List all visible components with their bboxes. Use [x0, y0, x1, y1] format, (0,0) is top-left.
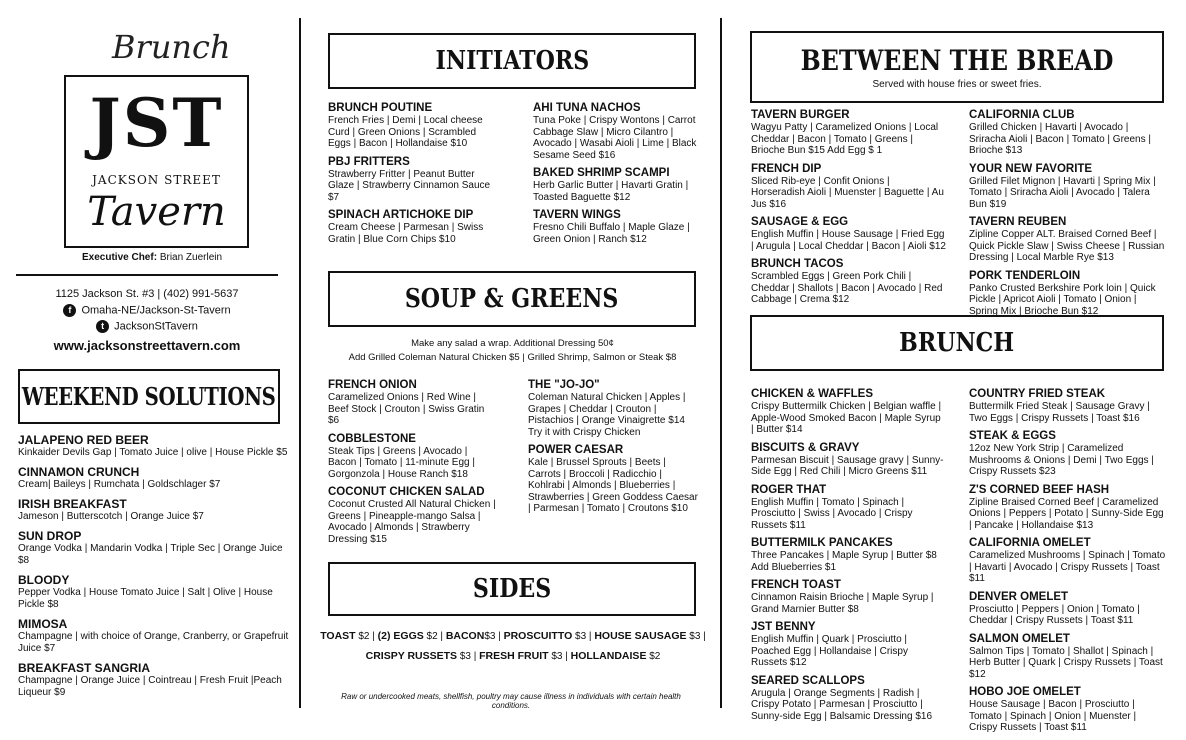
drink-name: SUN DROP	[18, 529, 82, 543]
item-name: PBJ FRITTERS	[328, 155, 410, 168]
item-desc: Coconut Crusted All Natural Chicken | Greens | Pineapple-mango Salsa | Avocado | Almonds | Strawberry Dressing $15	[328, 499, 496, 545]
initiators-header	[328, 33, 696, 89]
item-name: CALIFORNIA CLUB	[969, 109, 1075, 121]
item-name: Z'S CORNED BEEF HASH	[969, 483, 1110, 496]
menu-item	[533, 167, 698, 203]
item-name: BUTTERMILK PANCAKES	[751, 537, 893, 549]
menu-item	[328, 209, 498, 245]
menu-item	[969, 430, 1167, 478]
drink-desc: Jameson | Butterscotch | Orange Juice $7	[18, 511, 204, 522]
item-name: STEAK & EGGS	[969, 430, 1056, 442]
address: 1125 Jackson St. #3 | (402) 991-5637	[55, 288, 239, 300]
item-desc: Panko Crusted Berkshire Pork loin | Quick Pickle | Apricot Aioli | Tomato | Onion | Spring Mix | Brioche Bun $12	[969, 282, 1156, 317]
drink-desc: Cream| Baileys | Rumchata | Goldschlager $7	[18, 479, 221, 490]
menu-item	[328, 102, 498, 150]
side-price: $3	[551, 651, 563, 662]
side-name: TOAST	[320, 630, 356, 642]
chef-name: Brian Zuerlein	[159, 252, 223, 263]
bread-left-list	[751, 109, 946, 312]
item-name: BAKED SHRIMP SCAMPI	[533, 167, 670, 179]
menu-item	[751, 109, 946, 157]
item-name: BRUNCH POUTINE	[328, 102, 433, 114]
item-desc: Steak Tips | Greens | Avocado | Bacon | Tomato | 11-minute Egg | Gorgonzola | House Ranch $18	[328, 445, 475, 480]
item-name: CHICKEN & WAFFLES	[751, 388, 874, 400]
side-name: BACON	[445, 630, 485, 642]
menu-item	[969, 163, 1167, 211]
logo-subtitle: JACKSON STREET	[92, 173, 221, 187]
menu-item	[751, 621, 946, 669]
menu-item	[528, 379, 700, 438]
jst-logo	[64, 75, 249, 248]
left-column	[16, 0, 289, 720]
brunch-right-list	[969, 388, 1167, 740]
item-name: TAVERN BURGER	[751, 109, 850, 121]
item-desc: English Muffin | Quark | Prosciutto | Poached Egg | Hollandaise | Crispy Russets $12	[751, 634, 908, 668]
item-desc: Fresno Chili Buffalo | Maple Glaze | Green Onion | Ranch $12	[533, 222, 690, 245]
bread-right-list	[969, 109, 1167, 323]
item-desc: Sliced Rib-eye | Confit Onions | Horseradish Aioli | Muenster | Baguette | Au Jus $16	[751, 175, 944, 210]
item-desc: Arugula | Orange Segments | Radish | Crispy Potato | Parmesan | Prosciutto | Sunny-side Egg | Balsamic Dressing $16	[751, 687, 933, 722]
item-desc: Three Pancakes | Maple Syrup | Butter $8 Add Blueberries $1	[751, 550, 937, 573]
menu-item	[751, 216, 946, 252]
between-the-bread-header	[750, 31, 1164, 103]
item-desc: Caramelized Mushrooms | Spinach | Tomato | Havarti | Avocado | Crispy Russets | Toast $11	[969, 550, 1166, 584]
item-name: SEARED SCALLOPS	[751, 674, 865, 687]
item-name: COCONUT CHICKEN SALAD	[328, 486, 485, 498]
side-name: HOLLANDAISE	[570, 650, 647, 662]
menu-item	[969, 484, 1167, 532]
item-desc: Zipline Copper ALT. Braised Corned Beef | Quick Pickle Slaw | Swiss Cheese | Russian Dressing | Local Marble Rye $13	[969, 229, 1165, 263]
sides-line-1: TOAST $2 | (2) EGGS $2 | BACON$3 | PROSCUITTO $3 | HOUSE SAUSAGE $3 |	[320, 630, 706, 642]
item-name: ROGER THAT	[751, 483, 827, 496]
facebook-icon: f	[63, 304, 76, 317]
menu-item	[751, 388, 946, 436]
drink-desc: Pepper Vodka | House Tomato Juice | Salt | Olive | House Pickle $8	[18, 587, 273, 610]
brunch-title: BRUNCH	[899, 328, 1015, 358]
menu-item	[751, 579, 946, 615]
divider	[16, 274, 278, 276]
initiators-right-list	[533, 102, 698, 251]
soup-note-1: Make any salad a wrap. Additional Dressing 50¢	[411, 338, 614, 349]
item-desc: English Muffin | Tomato | Spinach | Prosciutto | Swiss | Avocado | Crispy Russets $11	[751, 496, 913, 531]
drink-name: BLOODY	[18, 573, 70, 587]
sides-line-2: CRISPY RUSSETS $3 | FRESH FRUIT $3 | HOLLANDAISE $2	[365, 650, 661, 662]
menu-item	[533, 209, 698, 245]
menu-item	[751, 442, 946, 478]
drink-item	[18, 433, 290, 459]
menu-item	[328, 156, 498, 204]
item-desc: Tuna Poke | Crispy Wontons | Carrot Cabbage Slaw | Micro Cilantro | Avocado | Wasabi Aioli | Lime | Black Sesame Seed $16	[533, 115, 697, 161]
side-price: $2	[426, 631, 438, 642]
item-desc: Kale | Brussel Sprouts | Beets | Carrots | Broccoli | Radicchio | Kohlrabi | Almonds | Blueberries | Strawberries | Green Goddess Caesar | Parmesan | Tomato | Croutons $10	[528, 457, 698, 514]
item-name: COUNTRY FRIED STEAK	[969, 388, 1106, 400]
side-price: $3	[484, 631, 496, 642]
menu-item	[969, 633, 1167, 681]
between-the-bread-title: BETWEEN THE BREAD	[800, 44, 1114, 77]
item-desc: Crispy Buttermilk Chicken | Belgian waffle | Apple-Wood Smoked Bacon | Maple Syrup | Butter $14	[751, 401, 942, 435]
item-name: SAUSAGE & EGG	[751, 216, 849, 228]
menu-item	[328, 379, 496, 427]
item-desc: Grilled Filet Mignon | Havarti | Spring Mix | Tomato | Sriracha Aioli | Avocado | Talera Bun $19	[969, 175, 1156, 210]
item-name: HOBO JOE OMELET	[969, 686, 1081, 698]
item-desc: Cream Cheese | Parmesan | Swiss Gratin | Blue Corn Chips $10	[328, 222, 484, 245]
soup-greens-title: SOUP & GREENS	[405, 284, 619, 314]
menu-item	[969, 388, 1167, 424]
item-name: AHI TUNA NACHOS	[533, 102, 641, 114]
menu-item	[969, 216, 1167, 264]
drink-desc: Champagne | Orange Juice | Cointreau | Fresh Fruit |Peach Liqueur $9	[18, 675, 282, 698]
item-name: TAVERN REUBEN	[969, 216, 1067, 228]
item-desc: Coleman Natural Chicken | Apples | Grapes | Cheddar | Crouton | Pistachios | Orange Vinaigrette $14 Try it with Crispy Chicken	[528, 392, 686, 438]
drink-desc: Kinkaider Devils Gap | Tomato Juice | olive | House Pickle $5	[18, 447, 288, 458]
drink-item	[18, 465, 290, 491]
brunch-script-heading: Brunch	[112, 28, 231, 66]
drink-item	[18, 617, 290, 655]
item-desc: 12oz New York Strip | Caramelized Mushrooms & Onions | Demi | Two Eggs | Crispy Russets $23	[969, 443, 1154, 477]
item-desc: Zipline Braised Corned Beef | Caramelized Onions | Peppers | Potato | Sunny-Side Egg | Pancake | Hollandaise $13	[969, 496, 1164, 531]
menu-item	[969, 686, 1167, 734]
side-name: CRISPY RUSSETS	[365, 650, 458, 662]
item-desc: Buttermilk Fried Steak | Sausage Gravy | Two Eggs | Crispy Russets | Toast $16	[969, 401, 1150, 424]
item-desc: House Sausage | Bacon | Prosciutto | Tomato | Spinach | Onion | Muenster | Crispy Russets | Toast $11	[969, 699, 1137, 733]
side-price: $3	[689, 631, 701, 642]
drink-name: IRISH BREAKFAST	[18, 497, 127, 511]
item-name: COBBLESTONE	[328, 432, 416, 445]
menu-item	[969, 109, 1167, 157]
logo-script-text: Tavern	[87, 189, 226, 235]
item-name: TAVERN WINGS	[533, 209, 621, 221]
soup-greens-header	[328, 271, 696, 327]
side-name: (2) EGGS	[377, 630, 424, 642]
drink-desc: Orange Vodka | Mandarin Vodka | Triple Sec | Orange Juice $8	[18, 543, 283, 566]
initiators-left-list	[328, 102, 498, 251]
item-name: CALIFORNIA OMELET	[969, 537, 1091, 549]
side-price: $3	[459, 651, 471, 662]
menu-item	[969, 591, 1167, 627]
brunch-header	[750, 315, 1164, 371]
item-name: FRENCH DIP	[751, 162, 822, 175]
item-name: YOUR NEW FAVORITE	[969, 162, 1093, 175]
menu-item	[328, 486, 496, 545]
side-name: HOUSE SAUSAGE	[594, 630, 687, 642]
item-name: DENVER OMELET	[969, 590, 1069, 603]
column-divider-right	[720, 18, 722, 708]
item-desc: Salmon Tips | Tomato | Shallot | Spinach | Herb Butter | Quark | Crispy Russets | Toast $12	[969, 645, 1163, 680]
drink-item	[18, 661, 290, 699]
item-desc: Caramelized Onions | Red Wine | Beef Stock | Crouton | Swiss Gratin $6	[328, 392, 485, 426]
item-desc: Prosciutto | Peppers | Onion | Tomato | Cheddar | Crispy Russets | Toast $11	[969, 603, 1140, 626]
weekend-solutions-title: WEEKEND SOLUTIONS	[22, 382, 276, 411]
brunch-left-list	[751, 388, 946, 728]
logo-jst-text: JST	[89, 84, 224, 162]
soup-left-list	[328, 379, 496, 551]
weekend-solutions-header	[18, 369, 280, 424]
item-name: PORK TENDERLOIN	[969, 269, 1081, 282]
health-disclaimer: Raw or undercooked meats, shellfish, poultry may cause illness in individuals with certain health conditions.	[341, 692, 681, 710]
drinks-list	[18, 433, 290, 705]
item-name: BISCUITS & GRAVY	[751, 441, 860, 454]
column-divider-left	[299, 18, 301, 708]
menu-item	[751, 258, 946, 306]
side-price: $2	[649, 651, 661, 662]
menu-item	[328, 433, 496, 481]
item-name: FRENCH ONION	[328, 379, 417, 391]
website: www.jacksonstreettavern.com	[53, 338, 241, 353]
item-desc: Herb Garlic Butter | Havarti Gratin | Toasted Baguette $12	[533, 180, 689, 203]
item-name: POWER CAESAR	[528, 444, 624, 456]
drink-name: CINNAMON CRUNCH	[18, 465, 140, 479]
side-name: PROSCUITTO	[503, 630, 573, 642]
chef-label: Executive Chef:	[82, 252, 158, 263]
side-price: $3	[575, 631, 587, 642]
twitter-handle: JacksonStTavern	[114, 320, 198, 333]
item-desc: English Muffin | House Sausage | Fried Egg | Arugula | Local Cheddar | Bacon | Aioli $12	[751, 229, 946, 252]
initiators-title: INITIATORS	[435, 46, 589, 76]
item-name: SALMON OMELET	[969, 632, 1070, 645]
menu-item	[533, 102, 698, 161]
twitter-line	[16, 320, 278, 333]
soup-note-2: Add Grilled Coleman Natural Chicken $5 | Grilled Shrimp, Salmon or Steak $8	[348, 352, 677, 363]
item-name: BRUNCH TACOS	[751, 258, 844, 270]
drink-item	[18, 529, 290, 567]
menu-item	[751, 484, 946, 532]
sides-header	[328, 562, 696, 616]
item-desc: Strawberry Fritter | Peanut Butter Glaze | Strawberry Cinnamon Sauce $7	[328, 168, 491, 203]
menu-item	[751, 163, 946, 211]
sides-title: SIDES	[472, 574, 552, 604]
side-price: $2	[358, 631, 370, 642]
menu-item	[969, 270, 1167, 318]
facebook-handle: Omaha-NE/Jackson-St-Tavern	[81, 304, 231, 317]
drink-item	[18, 497, 290, 523]
facebook-line	[16, 304, 278, 317]
item-desc: Grilled Chicken | Havarti | Avocado | Sriracha Aioli | Bacon | Tomato | Greens | Brioche $13	[969, 122, 1151, 156]
menu-item	[969, 537, 1167, 585]
drink-desc: Champagne | with choice of Orange, Cranberry, or Grapefruit Juice $7	[18, 631, 289, 654]
drink-name: BREAKFAST SANGRIA	[18, 661, 151, 675]
item-name: FRENCH TOAST	[751, 579, 841, 591]
item-name: SPINACH ARTICHOKE DIP	[328, 209, 474, 221]
item-desc: Parmesan Biscuit | Sausage gravy | Sunny-Side Egg | Red Chili | Micro Greens $11	[751, 454, 944, 477]
item-desc: Cinnamon Raisin Brioche | Maple Syrup | Grand Marnier Butter $8	[751, 592, 934, 615]
menu-item	[751, 675, 946, 723]
item-desc: Scrambled Eggs | Green Pork Chili | Cheddar | Shallots | Bacon | Avocado | Red Cabbage | Crema $12	[751, 271, 943, 305]
menu-item	[751, 537, 946, 573]
executive-chef	[82, 252, 222, 263]
side-name: FRESH FRUIT	[479, 650, 549, 662]
twitter-icon: t	[96, 320, 109, 333]
item-name: JST BENNY	[751, 621, 816, 633]
item-desc: Wagyu Patty | Caramelized Onions | Local Cheddar | Bacon | Tomato | Greens | Brioche Bun $15 Add Egg $ 1	[751, 122, 939, 156]
soup-right-list	[528, 379, 700, 521]
drink-item	[18, 573, 290, 611]
item-desc: French Fries | Demi | Local cheese Curd | Green Onions | Scrambled Eggs | Bacon | Hollandaise $10	[328, 115, 483, 149]
drink-name: JALAPENO RED BEER	[18, 433, 149, 447]
drink-name: MIMOSA	[18, 617, 68, 631]
item-name: THE "JO-JO"	[528, 379, 600, 391]
menu-item	[528, 444, 700, 515]
between-the-bread-subtitle: Served with house fries or sweet fries.	[872, 79, 1042, 90]
